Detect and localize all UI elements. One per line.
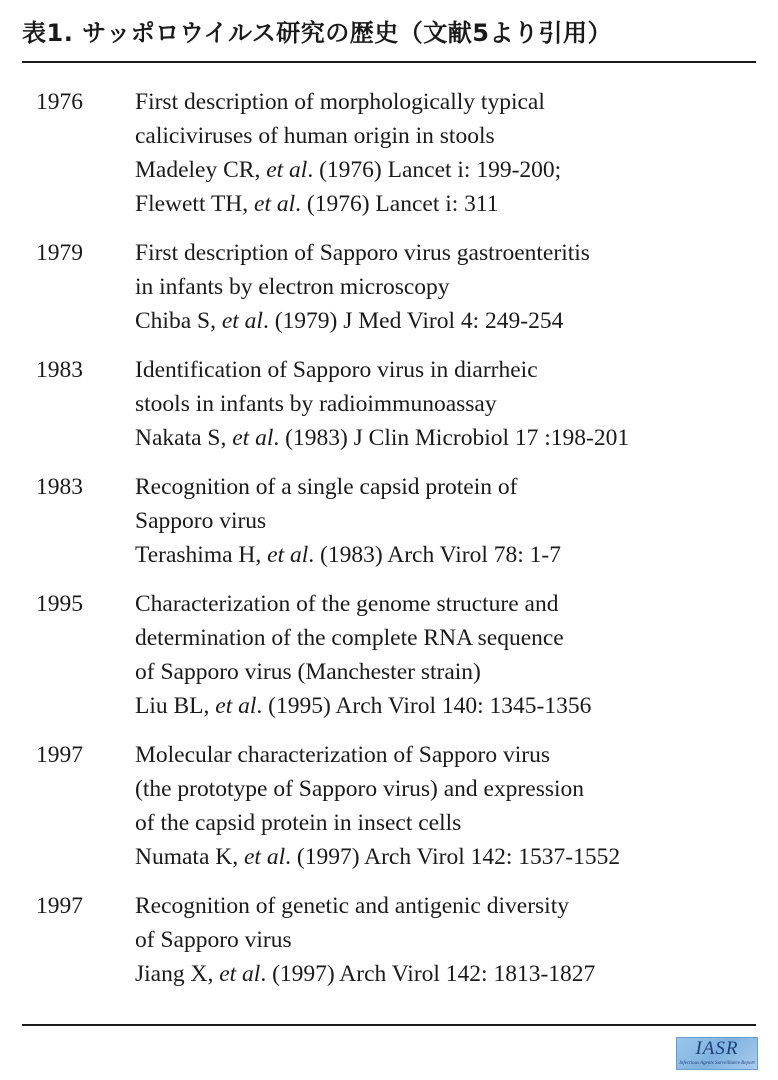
entry-year: 1997 xyxy=(36,893,83,919)
entry-citation xyxy=(135,304,778,338)
iasr-logo xyxy=(676,1037,758,1070)
table-row xyxy=(0,738,778,874)
entry-description-line: (the prototype of Sapporo virus) and expression xyxy=(135,776,585,802)
citation-etal: et al xyxy=(244,844,286,870)
row-spacer xyxy=(0,455,778,470)
citation-source: . (1979) J Med Virol 4: 249-254 xyxy=(262,308,564,334)
citation-etal: et al xyxy=(219,961,261,987)
entry-description-line: determination of the complete RNA sequence xyxy=(135,625,564,651)
table-row xyxy=(0,587,778,723)
entry-description-line: of Sapporo virus (Manchester strain) xyxy=(135,659,481,685)
row-spacer xyxy=(0,221,778,236)
entry-year: 1995 xyxy=(36,591,83,617)
entry-description-line: of the capsid protein in insect cells xyxy=(135,810,462,836)
citation-author: Jiang X, xyxy=(135,961,220,987)
entry-citation xyxy=(135,538,778,572)
entry-year: 1976 xyxy=(36,89,83,115)
entry-year: 1983 xyxy=(36,474,83,500)
citation-source: . (1997) Arch Virol 142: 1813-1827 xyxy=(260,961,596,987)
citation-etal: et al xyxy=(215,693,257,719)
entry-citation xyxy=(135,957,778,991)
entry-year: 1983 xyxy=(36,357,83,383)
entry-body xyxy=(135,587,778,723)
row-spacer xyxy=(0,874,778,889)
citation-author: Liu BL, xyxy=(135,693,216,719)
entry-year: 1979 xyxy=(36,240,83,266)
citation-author: Chiba S, xyxy=(135,308,222,334)
citation-author: Nakata S, xyxy=(135,425,233,451)
entry-body xyxy=(135,353,778,455)
history-table xyxy=(0,85,778,991)
entry-citation xyxy=(135,689,778,723)
entry-body xyxy=(135,236,778,338)
citation-source: . (1983) Arch Virol 78: 1-7 xyxy=(308,542,561,568)
entry-description-line: First description of Sapporo virus gastroenteritis xyxy=(135,240,590,266)
entry-body xyxy=(135,738,778,874)
table-row xyxy=(0,236,778,338)
row-spacer xyxy=(0,723,778,738)
entry-description-line: caliciviruses of human origin in stools xyxy=(135,123,495,149)
entry-description-line: of Sapporo virus xyxy=(135,927,292,953)
row-spacer xyxy=(0,338,778,353)
entry-body xyxy=(135,85,778,221)
citation-author: Flewett TH, xyxy=(135,191,255,217)
top-rule xyxy=(22,61,756,63)
entry-citation xyxy=(135,187,778,221)
citation-source: . (1976) Lancet i: 199-200; xyxy=(307,157,562,183)
entry-description-line: Characterization of the genome structure and xyxy=(135,591,559,617)
citation-etal: et al xyxy=(254,191,296,217)
citation-author: Madeley CR, xyxy=(135,157,267,183)
table-title: 表1. サッポロウイルス研究の歴史（文献5より引用） xyxy=(22,19,612,47)
entry-description-line: Recognition of a single capsid protein of xyxy=(135,474,518,500)
citation-source: . (1983) J Clin Microbiol 17 :198-201 xyxy=(273,425,630,451)
citation-author: Terashima H, xyxy=(135,542,268,568)
table-row xyxy=(0,353,778,455)
entry-body xyxy=(135,470,778,572)
entry-description-line: Sapporo virus xyxy=(135,508,267,534)
citation-etal: et al xyxy=(221,308,263,334)
entry-description-line: stools in infants by radioimmunoassay xyxy=(135,391,497,417)
citation-author: Numata K, xyxy=(135,844,244,870)
entry-citation xyxy=(135,421,778,455)
citation-etal: et al xyxy=(267,542,309,568)
citation-source: . (1995) Arch Virol 140: 1345-1356 xyxy=(256,693,592,719)
citation-source: . (1997) Arch Virol 142: 1537-1552 xyxy=(285,844,621,870)
entry-description-line: First description of morphologically typical xyxy=(135,89,545,115)
entry-description-line: Identification of Sapporo virus in diarrheic xyxy=(135,357,538,383)
table-row xyxy=(0,85,778,221)
entry-description-line: Molecular characterization of Sapporo virus xyxy=(135,742,551,768)
citation-etal: et al xyxy=(232,425,274,451)
row-spacer xyxy=(0,572,778,587)
entry-description-line: Recognition of genetic and antigenic diversity xyxy=(135,893,569,919)
entry-citation xyxy=(135,840,778,874)
iasr-logo-mark: IASR xyxy=(695,1038,739,1059)
entry-citation xyxy=(135,153,778,187)
citation-etal: et al xyxy=(266,157,308,183)
table-row xyxy=(0,889,778,991)
bottom-rule xyxy=(22,1024,756,1026)
entry-description-line: in infants by electron microscopy xyxy=(135,274,450,300)
iasr-logo-subtitle: Infectious Agents Surveillance Report xyxy=(679,1061,755,1066)
entry-body xyxy=(135,889,778,991)
table-row xyxy=(0,470,778,572)
entry-year: 1997 xyxy=(36,742,83,768)
citation-source: . (1976) Lancet i: 311 xyxy=(295,191,499,217)
